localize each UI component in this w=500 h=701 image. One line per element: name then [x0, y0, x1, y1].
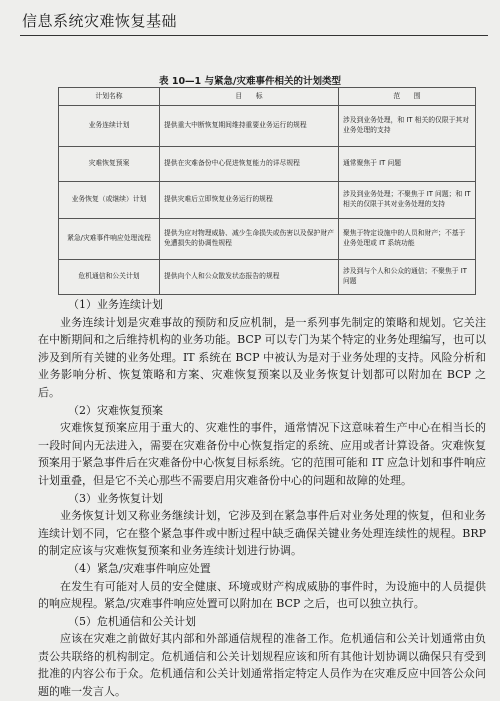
paragraph: 在发生有可能对人员的安全健康、环境或财产构成威胁的事件时，为设施中的人员提供的响应规程。紧急/灾难事件响应处置可以附加在 BCP 之后，也可以独立执行。 [38, 579, 486, 611]
table-row [59, 219, 476, 260]
plan-name-cell: 业务连续计划 [59, 106, 160, 147]
paragraph: 灾难恢复预案应用于重大的、灾难性的事件，通常情况下这意味着生产中心在相当长的一段时间内无法进入，需要在灾难备份中心恢复指定的系统、应用或者计算设备。灾难恢复预案用于紧急事件后在灾难备份中心恢复目标系统。它的范围可能和 IT 应急计划和事件响应计划重叠，但是它不关心那些不需要启用灾难备份中心的问题和故障的处理。 [38, 421, 486, 487]
plan-name-cell: 紧急/灾难事件响应处理流程 [59, 219, 160, 260]
plan-scope-cell: 涉及到业务处理，和 IT 相关的仅限于其对业务处理的支持 [339, 106, 476, 147]
paragraph: 业务恢复计划又称业务继续计划，它涉及到在紧急事件后对业务处理的恢复，但和业务连续计划不同，它在整个紧急事件或中断过程中缺乏确保关键业务处理连续性的规程。BRP 的制定应该与灾难恢复预案和业务连续计划进行协调。 [38, 509, 486, 558]
plan-scope-cell: 涉及到与个人和公众的通信；不聚焦于 IT 问题 [339, 260, 476, 295]
plan-types-table [58, 87, 476, 295]
table-row [59, 182, 476, 219]
column-header: 目 标 [160, 88, 339, 106]
table-row [59, 106, 476, 147]
section-heading: （1）业务连续计划 [68, 298, 163, 311]
plan-scope-cell: 聚焦于特定设施中的人员和财产；不基于业务处理或 IT 系统功能 [339, 219, 476, 260]
plan-scope-cell: 通常聚焦于 IT 问题 [339, 147, 476, 182]
header-rule [20, 35, 488, 36]
section-heading: （5）危机通信和公关计划 [68, 614, 196, 628]
paragraph: 业务连续计划是灾难事故的预防和反应机制，是一系列事先制定的策略和规划。它关注在中断期间和之后维持机构的业务功能。BCP 可以专门为某个特定的业务处理编写，也可以涉及到所有关键的业务处理。IT 系统在 BCP 中被认为是对于业务处理的支持。风险分析和业务影响分析、恢复策略和方案、灾难恢复预案以及业务恢复计划都可以附加在 BCP 之后。 [38, 315, 486, 399]
column-header: 计划名称 [59, 88, 160, 106]
plan-name-cell: 灾难恢复预案 [59, 147, 160, 182]
plan-goal-cell: 提供在灾难备份中心促进恢复能力的详尽规程 [160, 147, 339, 182]
table-header-row [59, 88, 476, 106]
plan-goal-cell: 提供为应对物理威胁、减少生命损失或伤害以及保护财产免遭损失的协调性规程 [160, 219, 339, 260]
table-caption: 表 10—1 与紧急/灾难事件相关的计划类型 [159, 76, 341, 87]
section-heading: （3）业务恢复计划 [68, 491, 163, 505]
plan-scope-cell: 涉及到业务处理；不聚焦于 IT 问题；和 IT 相关的仅限于其对业务处理的支持 [339, 182, 476, 219]
table-row [59, 147, 476, 182]
plan-goal-cell: 提供灾难后立即恢复业务运行的规程 [160, 182, 339, 219]
table-row [59, 260, 476, 295]
plan-goal-cell: 提供重大中断恢复期间维持重要业务运行的规程 [160, 106, 339, 147]
paragraph: 应该在灾难之前做好其内部和外部通信规程的准备工作。危机通信和公关计划通常由负责公共联络的机构制定。危机通信和公关计划规程应该和所有其他计划协调以确保只有受到批准的内容公布于众。危机通信和公关计划通常指定特定人员作为在灾难反应中回答公众问题的唯一发言人。 [38, 632, 486, 699]
plan-name-cell: 业务恢复（或继续）计划 [59, 182, 160, 219]
body-text [38, 296, 486, 701]
column-header: 范 围 [339, 88, 476, 106]
running-header: 信息系统灾难恢复基础 [22, 12, 178, 30]
plan-name-cell: 危机通信和公关计划 [59, 260, 160, 295]
plan-goal-cell: 提供向个人和公众散发状态报告的规程 [160, 260, 339, 295]
section-heading: （4）紧急/灾难事件响应处置 [68, 561, 211, 575]
section-heading: （2）灾难恢复预案 [68, 403, 163, 417]
